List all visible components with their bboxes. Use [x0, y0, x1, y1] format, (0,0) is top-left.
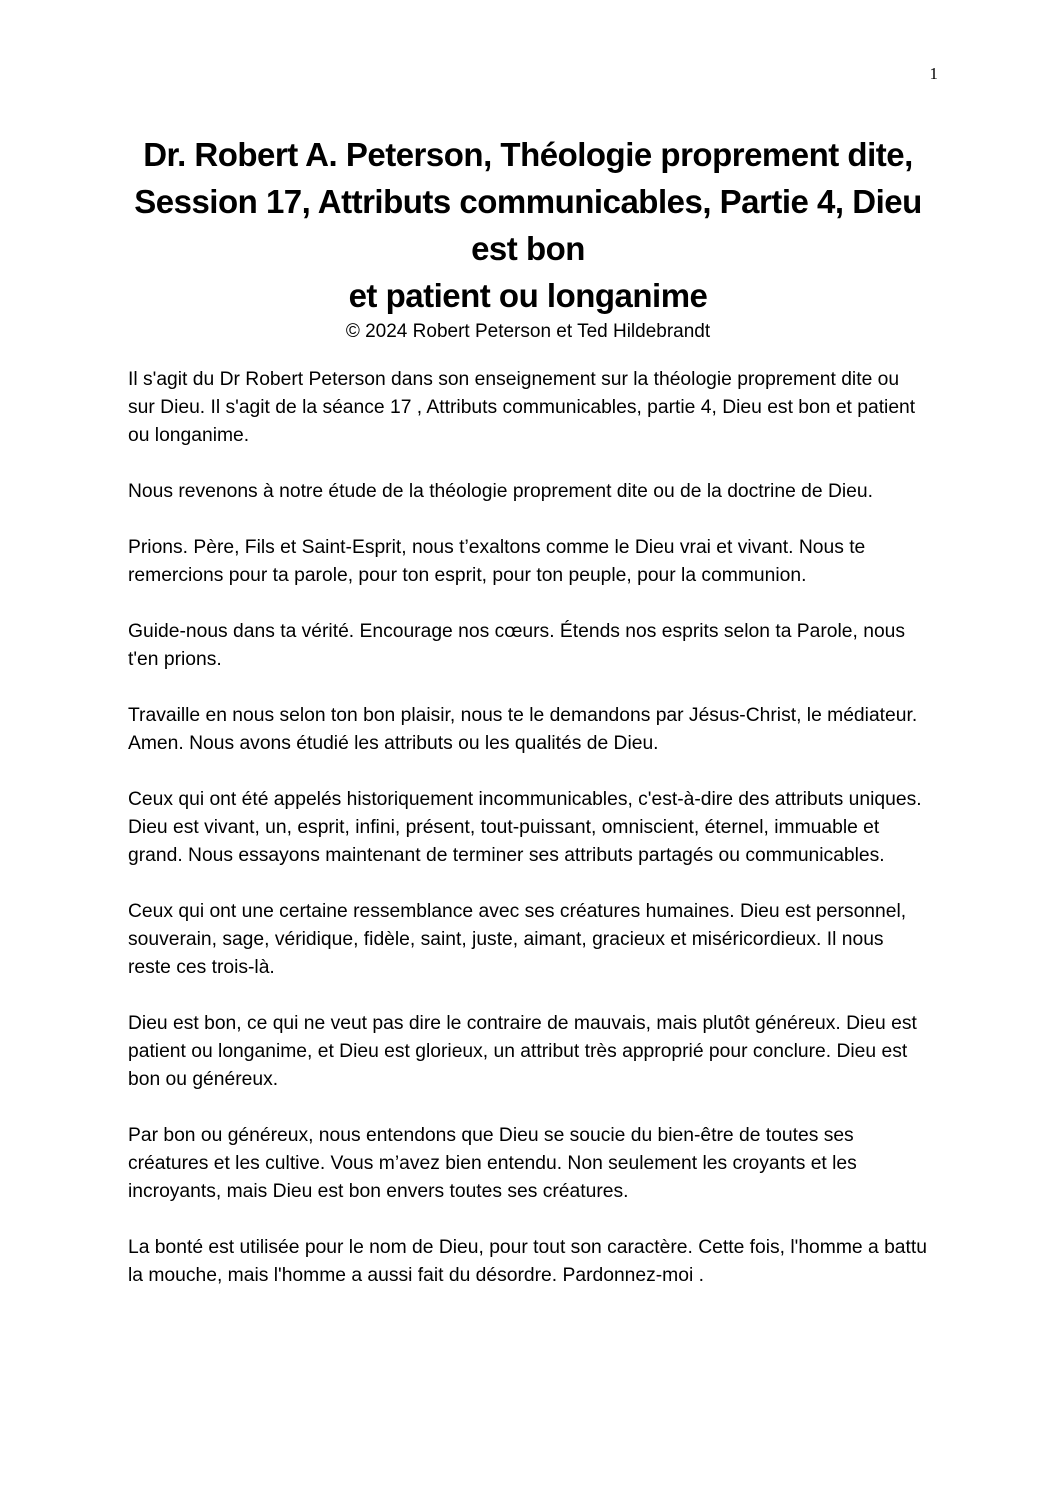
- copyright-notice: © 2024 Robert Peterson et Ted Hildebrandt: [345, 321, 711, 342]
- paragraph: Guide-nous dans ta vérité. Encourage nos cœurs. Étends nos esprits selon ta Parole, nous t'en prions.: [128, 621, 906, 670]
- document-header: [120, 131, 936, 345]
- paragraph: Par bon ou généreux, nous entendons que Dieu se soucie du bien-être de toutes ses créatures et les cultive. Vous m’avez bien entendu. Non seulement les croyants et les incroyants, mais Dieu est bon envers toutes ses créatures.: [128, 1125, 857, 1202]
- paragraph: Prions. Père, Fils et Saint-Esprit, nous t’exaltons comme le Dieu vrai et vivant. Nous te remercions pour ta parole, pour ton esprit, pour ton peuple, pour la communion.: [128, 537, 866, 586]
- title-line: Session 17, Attributs communicables, Partie 4, Dieu: [134, 183, 922, 220]
- paragraph: Dieu est bon, ce qui ne veut pas dire le contraire de mauvais, mais plutôt généreux. Dieu est patient ou longanime, et Dieu est glorieux, un attribut très approprié pour conclure. Dieu est bon ou généreux.: [128, 1013, 917, 1090]
- title-line: est bon: [471, 230, 585, 267]
- paragraph: Ceux qui ont été appelés historiquement incommunicables, c'est-à-dire des attributs uniques. Dieu est vivant, un, esprit, infini, présent, tout-puissant, omniscient, éternel, immuable et grand. Nous essayons maintenant de terminer ses attributs partagés ou communicables.: [128, 789, 922, 866]
- title-line: et patient ou longanime: [348, 277, 708, 314]
- paragraph: Travaille en nous selon ton bon plaisir, nous te le demandons par Jésus-Christ, le médiateur. Amen. Nous avons étudié les attributs ou les qualités de Dieu.: [128, 705, 918, 754]
- paragraph: Il s'agit du Dr Robert Peterson dans son enseignement sur la théologie proprement dite ou sur Dieu. Il s'agit de la séance 17 , Attributs communicables, partie 4, Dieu est bon et patient ou longanime.: [128, 369, 916, 446]
- paragraph: Ceux qui ont une certaine ressemblance avec ses créatures humaines. Dieu est personnel, souverain, sage, véridique, fidèle, saint, juste, aimant, gracieux et miséricordieux. Il nous reste ces trois-là.: [128, 901, 907, 978]
- paragraph: Nous revenons à notre étude de la théologie proprement dite ou de la doctrine de Dieu.: [128, 481, 873, 502]
- paragraph: La bonté est utilisée pour le nom de Dieu, pour tout son caractère. Cette fois, l'homme a battu la mouche, mais l'homme a aussi fait du désordre. Pardonnez-moi .: [128, 1237, 927, 1286]
- document-body: [128, 366, 928, 1318]
- title-line: Dr. Robert A. Peterson, Théologie proprement dite,: [143, 136, 913, 173]
- page-number: 1: [929, 64, 938, 83]
